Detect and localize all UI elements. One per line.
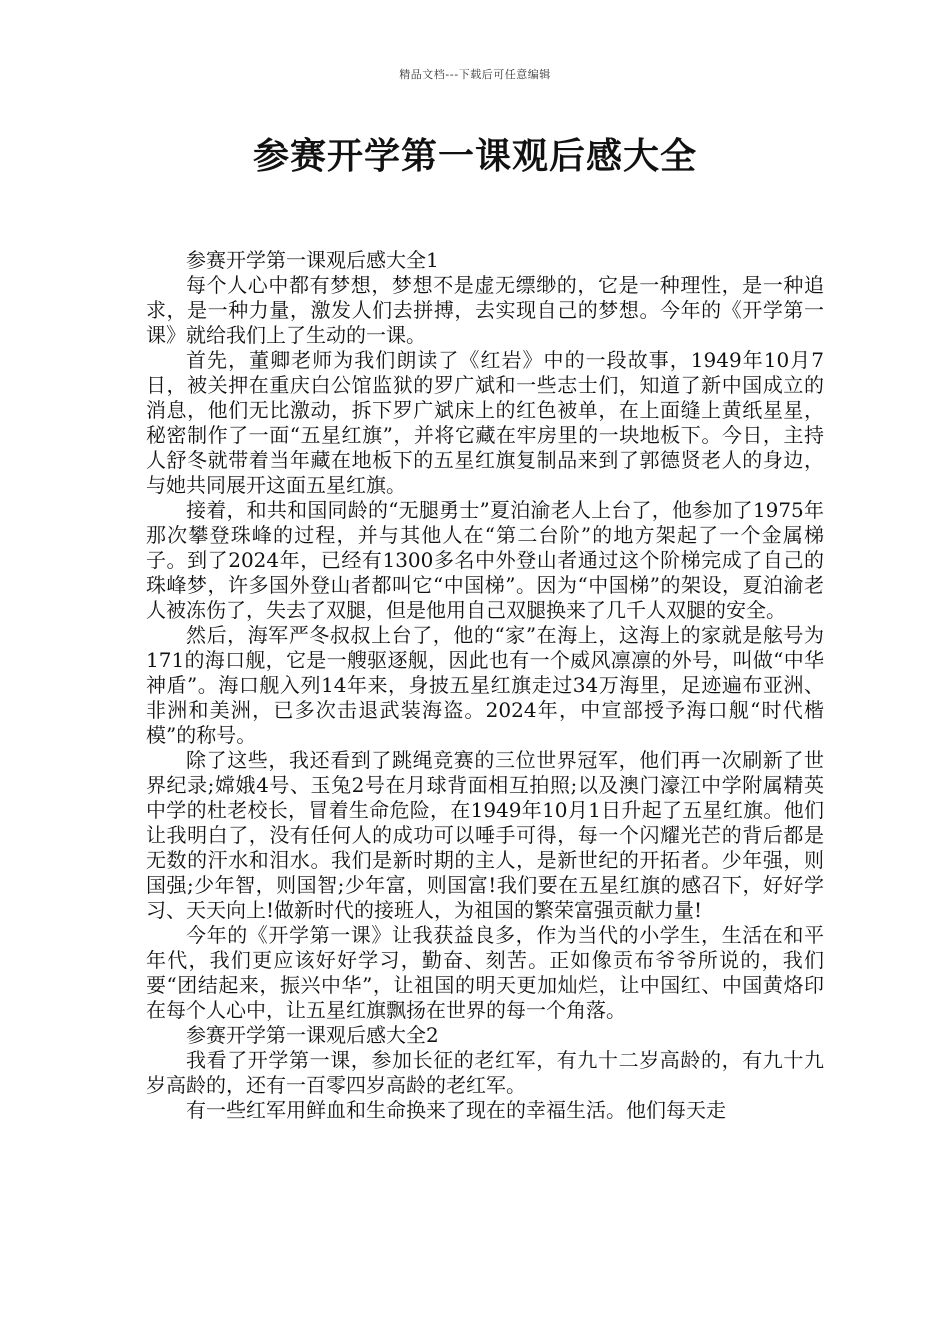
paragraph: 有一些红军用鲜血和生命换来了现在的幸福生活。他们每天走 [186, 1098, 726, 1122]
paragraph: 然后，海军严冬叔叔上台了，他的“家”在海上，这海上的家就是舷号为171的海口舰，它是一艘驱逐舰，因此也有一个威风凛凛的外号，叫做“中华神盾”。海口舰入列14年来，身披五星红旗走过34万海里，足迹遍布亚洲、非洲和美洲，已多次击退武装海盗。2024年，中宣部授予海口舰“时代楷模”的称号。 [146, 623, 824, 747]
paragraph: 每个人心中都有梦想，梦想不是虚无缥缈的，它是一种理性，是一种追求，是一种力量，激发人们去拼搏，去实现自己的梦想。今年的《开学第一课》就给我们上了生动的一课。 [146, 273, 824, 347]
section-heading-2: 参赛开学第一课观后感大全2 [186, 1023, 439, 1047]
paragraph: 接着，和共和国同龄的“无腿勇士”夏泊渝老人上台了，他参加了1975年那次攀登珠峰的过程，并与其他人在“第二台阶”的地方架起了一个金属梯子。到了2024年，已经有1300多名中外登山者通过这个阶梯完成了自己的珠峰梦，许多国外登山者都叫它“中国梯”。因为“中国梯”的架设，夏泊渝老人被冻伤了，失去了双腿，但是他用自己双腿换来了几千人双腿的安全。 [146, 498, 824, 622]
section-heading-1: 参赛开学第一课观后感大全1 [186, 248, 439, 272]
document-body [146, 248, 824, 1123]
paragraph: 首先，董卿老师为我们朗读了《红岩》中的一段故事，1949年10月7日，被关押在重庆白公馆监狱的罗广斌和一些志士们，知道了新中国成立的消息，他们无比激动，拆下罗广斌床上的红色被单，在上面缝上黄纸星星，秘密制作了一面“五星红旗”，并将它藏在牢房里的一块地板下。今日，主持人舒冬就带着当年藏在地板下的五星红旗复制品来到了郭德贤老人的身边，与她共同展开这面五星红旗。 [146, 348, 824, 497]
document-title: 参赛开学第一课观后感大全 [252, 136, 697, 177]
paragraph: 今年的《开学第一课》让我获益良多，作为当代的小学生，生活在和平年代，我们更应该好好学习，勤奋、刻苦。正如像贡布爷爷所说的，我们要“团结起来，振兴中华”，让祖国的明天更加灿烂，让中国红、中国黄烙印在每个人心中，让五星红旗飘扬在世界的每一个角落。 [146, 923, 824, 1022]
paragraph: 我看了开学第一课，参加长征的老红军，有九十二岁高龄的，有九十九岁高龄的，还有一百零四岁高龄的老红军。 [146, 1048, 824, 1097]
page-header-note: 精品文档---下载后可任意编辑 [399, 68, 551, 81]
paragraph: 除了这些，我还看到了跳绳竞赛的三位世界冠军，他们再一次刷新了世界纪录;嫦娥4号、玉兔2号在月球背面相互拍照;以及澳门濠江中学附属精英中学的杜老校长，冒着生命危险，在1949年10月1日升起了五星红旗。他们让我明白了，没有任何人的成功可以唾手可得，每一个闪耀光芒的背后都是无数的汗水和泪水。我们是新时期的主人，是新世纪的开拓者。少年强，则国强;少年智，则国智;少年富，则国富!我们要在五星红旗的感召下，好好学习、天天向上!做新时代的接班人，为祖国的繁荣富强贡献力量! [146, 748, 824, 922]
